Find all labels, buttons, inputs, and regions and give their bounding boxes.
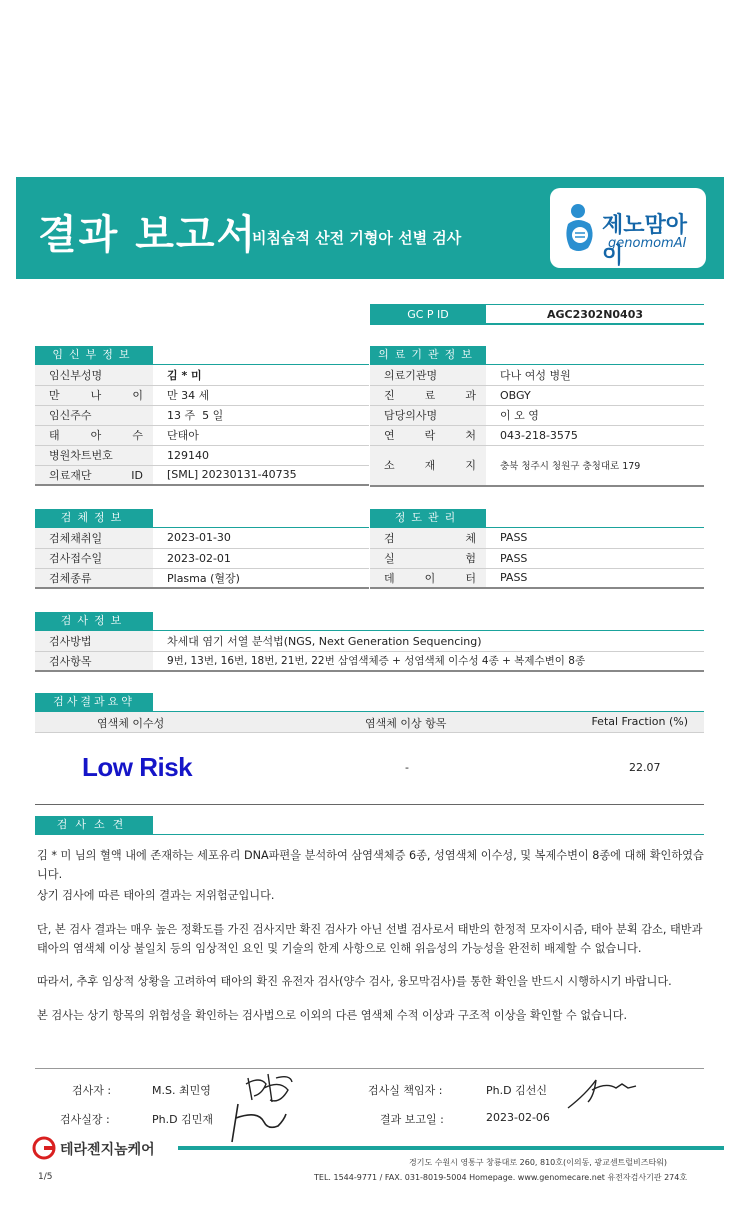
- test-items: 9번, 13번, 16번, 18번, 21번, 22번 삼염색체증 + 성염색체 이수성 4종 + 복제수변이 8종: [153, 651, 704, 671]
- table-row: [35, 385, 369, 405]
- cell-label: 실 험: [370, 548, 486, 568]
- manager-signature: [566, 1072, 642, 1112]
- table-row: [35, 365, 369, 385]
- cell-label: 태 아 수: [35, 425, 153, 445]
- cell-value: 이 오 영: [486, 405, 704, 425]
- table-row: [370, 445, 704, 486]
- tester-label: 검사자 :: [72, 1084, 112, 1097]
- findings-paragraph-2: 상기 검사에 따른 태아의 결과는 저위험군입니다.: [37, 889, 275, 902]
- page-number: 1/5: [38, 1172, 53, 1182]
- summary-col-aneuploidy: 염색체 이수성: [97, 717, 165, 730]
- director-name: Ph.D 김민재: [152, 1113, 213, 1126]
- cell-label: 진 료 과: [370, 385, 486, 405]
- cell-value: OBGY: [486, 385, 704, 405]
- patient-name: 김 * 미: [153, 365, 369, 385]
- cell-value: 다나 여성 병원: [486, 365, 704, 385]
- cell-value: Plasma (혈장): [153, 568, 369, 588]
- report-banner: [16, 177, 724, 279]
- cell-label: 의료재단 ID: [35, 465, 153, 485]
- cell-label: 소 재 지: [370, 445, 486, 486]
- patient-info-table: [35, 365, 369, 486]
- findings-paragraph-5: 본 검사는 상기 항목의 위험성을 확인하는 검사법으로 이외의 다른 염색체 수적 이상과 구조적 이상을 확인할 수 없습니다.: [37, 1009, 628, 1022]
- summary-header: [35, 712, 704, 733]
- qc-section-tag: 정도관리: [370, 509, 486, 527]
- cell-label: 검사방법: [35, 631, 153, 651]
- cell-value: 2023-02-01: [153, 548, 369, 568]
- director-label: 검사실장 :: [60, 1113, 110, 1126]
- test-section-tag: 검사정보: [35, 612, 153, 630]
- tester-name: M.S. 최민영: [152, 1084, 211, 1097]
- manager-name: Ph.D 김선신: [486, 1084, 547, 1097]
- cell-value: 만 34 세: [153, 385, 369, 405]
- abnormal-value: -: [405, 761, 409, 774]
- report-subtitle: 비침습적 산전 기형아 선별 검사: [252, 229, 462, 247]
- cell-label: 검체종류: [35, 568, 153, 588]
- gcp-id-value: AGC2302N0403: [486, 304, 704, 325]
- cell-value: 043-218-3575: [486, 425, 704, 445]
- cell-value: 13 주 5 일: [153, 405, 369, 425]
- findings-section-tag: 검사소견: [35, 816, 153, 834]
- cell-label: 임신주수: [35, 405, 153, 425]
- table-row: [370, 365, 704, 385]
- table-row: [35, 548, 369, 568]
- institution-section-tag: 의료기관정보: [370, 346, 486, 364]
- qc-status: PASS: [486, 548, 704, 568]
- summary-row: [35, 733, 704, 805]
- cell-label: 검사접수일: [35, 548, 153, 568]
- table-row: [370, 425, 704, 445]
- cell-label: 데 이 터: [370, 568, 486, 588]
- patient-section-tag: 임신부정보: [35, 346, 153, 364]
- qc-status: PASS: [486, 528, 704, 548]
- findings-paragraph-4: 따라서, 추후 임상적 상황을 고려하여 태아의 확진 유전자 검사(양수 검사, 융모막검사)를 통한 확인을 반드시 시행하시기 바랍니다.: [37, 975, 672, 988]
- institution-info-table: [370, 365, 704, 487]
- test-info-table: [35, 631, 704, 672]
- cell-label: 검사항목: [35, 651, 153, 671]
- table-row: [370, 548, 704, 568]
- cell-label: 검체채취일: [35, 528, 153, 548]
- cell-value: 충북 청주시 청원구 충청대로 179: [486, 445, 704, 486]
- findings-paragraph-3: 단, 본 검사 결과는 매우 높은 정확도를 가진 검사지만 확진 검사가 아닌 선별 검사로서 태반의 한정적 모자이시즘, 태아 분획 감소, 태반과 태아의 염색체 이상 불일치 등의 임상적인 요인 및 기술의 한계 사항으로 인해 위음성의 가능성을 완전히 배제할 수 없습니다.: [37, 923, 703, 955]
- table-row: [35, 568, 369, 588]
- specimen-section-tag: 검체정보: [35, 509, 153, 527]
- cell-label: 임신부성명: [35, 365, 153, 385]
- table-row: [35, 528, 369, 548]
- footer-bar: [178, 1146, 724, 1150]
- summary-col-fetal-fraction: Fetal Fraction (%): [591, 715, 688, 728]
- qc-status: PASS: [486, 568, 704, 588]
- table-row: [35, 425, 369, 445]
- cell-label: 검 체: [370, 528, 486, 548]
- table-row: [35, 465, 369, 485]
- specimen-info-table: [35, 528, 369, 589]
- cell-value: [SML] 20230131-40735: [153, 465, 369, 485]
- logo-korean-text: 제노맘아이: [602, 213, 688, 269]
- cell-value: 129140: [153, 445, 369, 465]
- report-date-label: 결과 보고일 :: [380, 1113, 444, 1126]
- table-row: [35, 651, 704, 671]
- company-address: 경기도 수원시 영통구 창룡대로 260, 810호(이의동, 광교센트럴비즈타워): [409, 1158, 668, 1167]
- summary-section-tag: 검사결과요약: [35, 693, 153, 711]
- company-contact: TEL. 1544-9771 / FAX. 031-8019-5004 Homepage. www.genomecare.net 유전자검사기관 274호: [314, 1173, 688, 1182]
- summary-col-abnormal: 염색체 이상 항목: [365, 717, 447, 730]
- cell-label: 연 락 처: [370, 425, 486, 445]
- signature-divider: [35, 1068, 704, 1069]
- table-row: [370, 405, 704, 425]
- table-row: [370, 385, 704, 405]
- report-title: 결과 보고서: [38, 212, 258, 258]
- report-date-value: 2023-02-06: [486, 1111, 550, 1124]
- test-method: 차세대 염기 서열 분석법(NGS, Next Generation Sequencing): [153, 631, 704, 651]
- brand-logo: [550, 188, 706, 268]
- table-row: [370, 528, 704, 548]
- table-row: [35, 405, 369, 425]
- cell-label: 의료기관명: [370, 365, 486, 385]
- table-row: [35, 631, 704, 651]
- cell-value: 단태아: [153, 425, 369, 445]
- table-row: [370, 568, 704, 588]
- fetal-fraction-value: 22.07: [629, 761, 661, 774]
- qc-info-table: [370, 528, 704, 589]
- gcp-id-label: GC P ID: [370, 304, 486, 325]
- table-row: [35, 445, 369, 465]
- findings-section-line: [35, 834, 704, 835]
- director-signature: [228, 1100, 288, 1146]
- findings-paragraph-1: 김 * 미 님의 혈액 내에 존재하는 세포유리 DNA파편을 분석하여 삼염색체증 6종, 성염색체 이수성, 및 복제수변이 8종에 대해 확인하였습니다.: [37, 849, 704, 881]
- cell-label: 병원차트번호: [35, 445, 153, 465]
- cell-value: 2023-01-30: [153, 528, 369, 548]
- logo-english-text: genomomAI: [608, 236, 687, 251]
- company-name: 테라젠지놈케어: [60, 1142, 155, 1158]
- cell-label: 담당의사명: [370, 405, 486, 425]
- cell-label: 만 나 이: [35, 385, 153, 405]
- risk-result: Low Risk: [82, 752, 193, 782]
- mother-baby-icon: [562, 202, 598, 254]
- manager-label: 검사실 책임자 :: [368, 1084, 443, 1097]
